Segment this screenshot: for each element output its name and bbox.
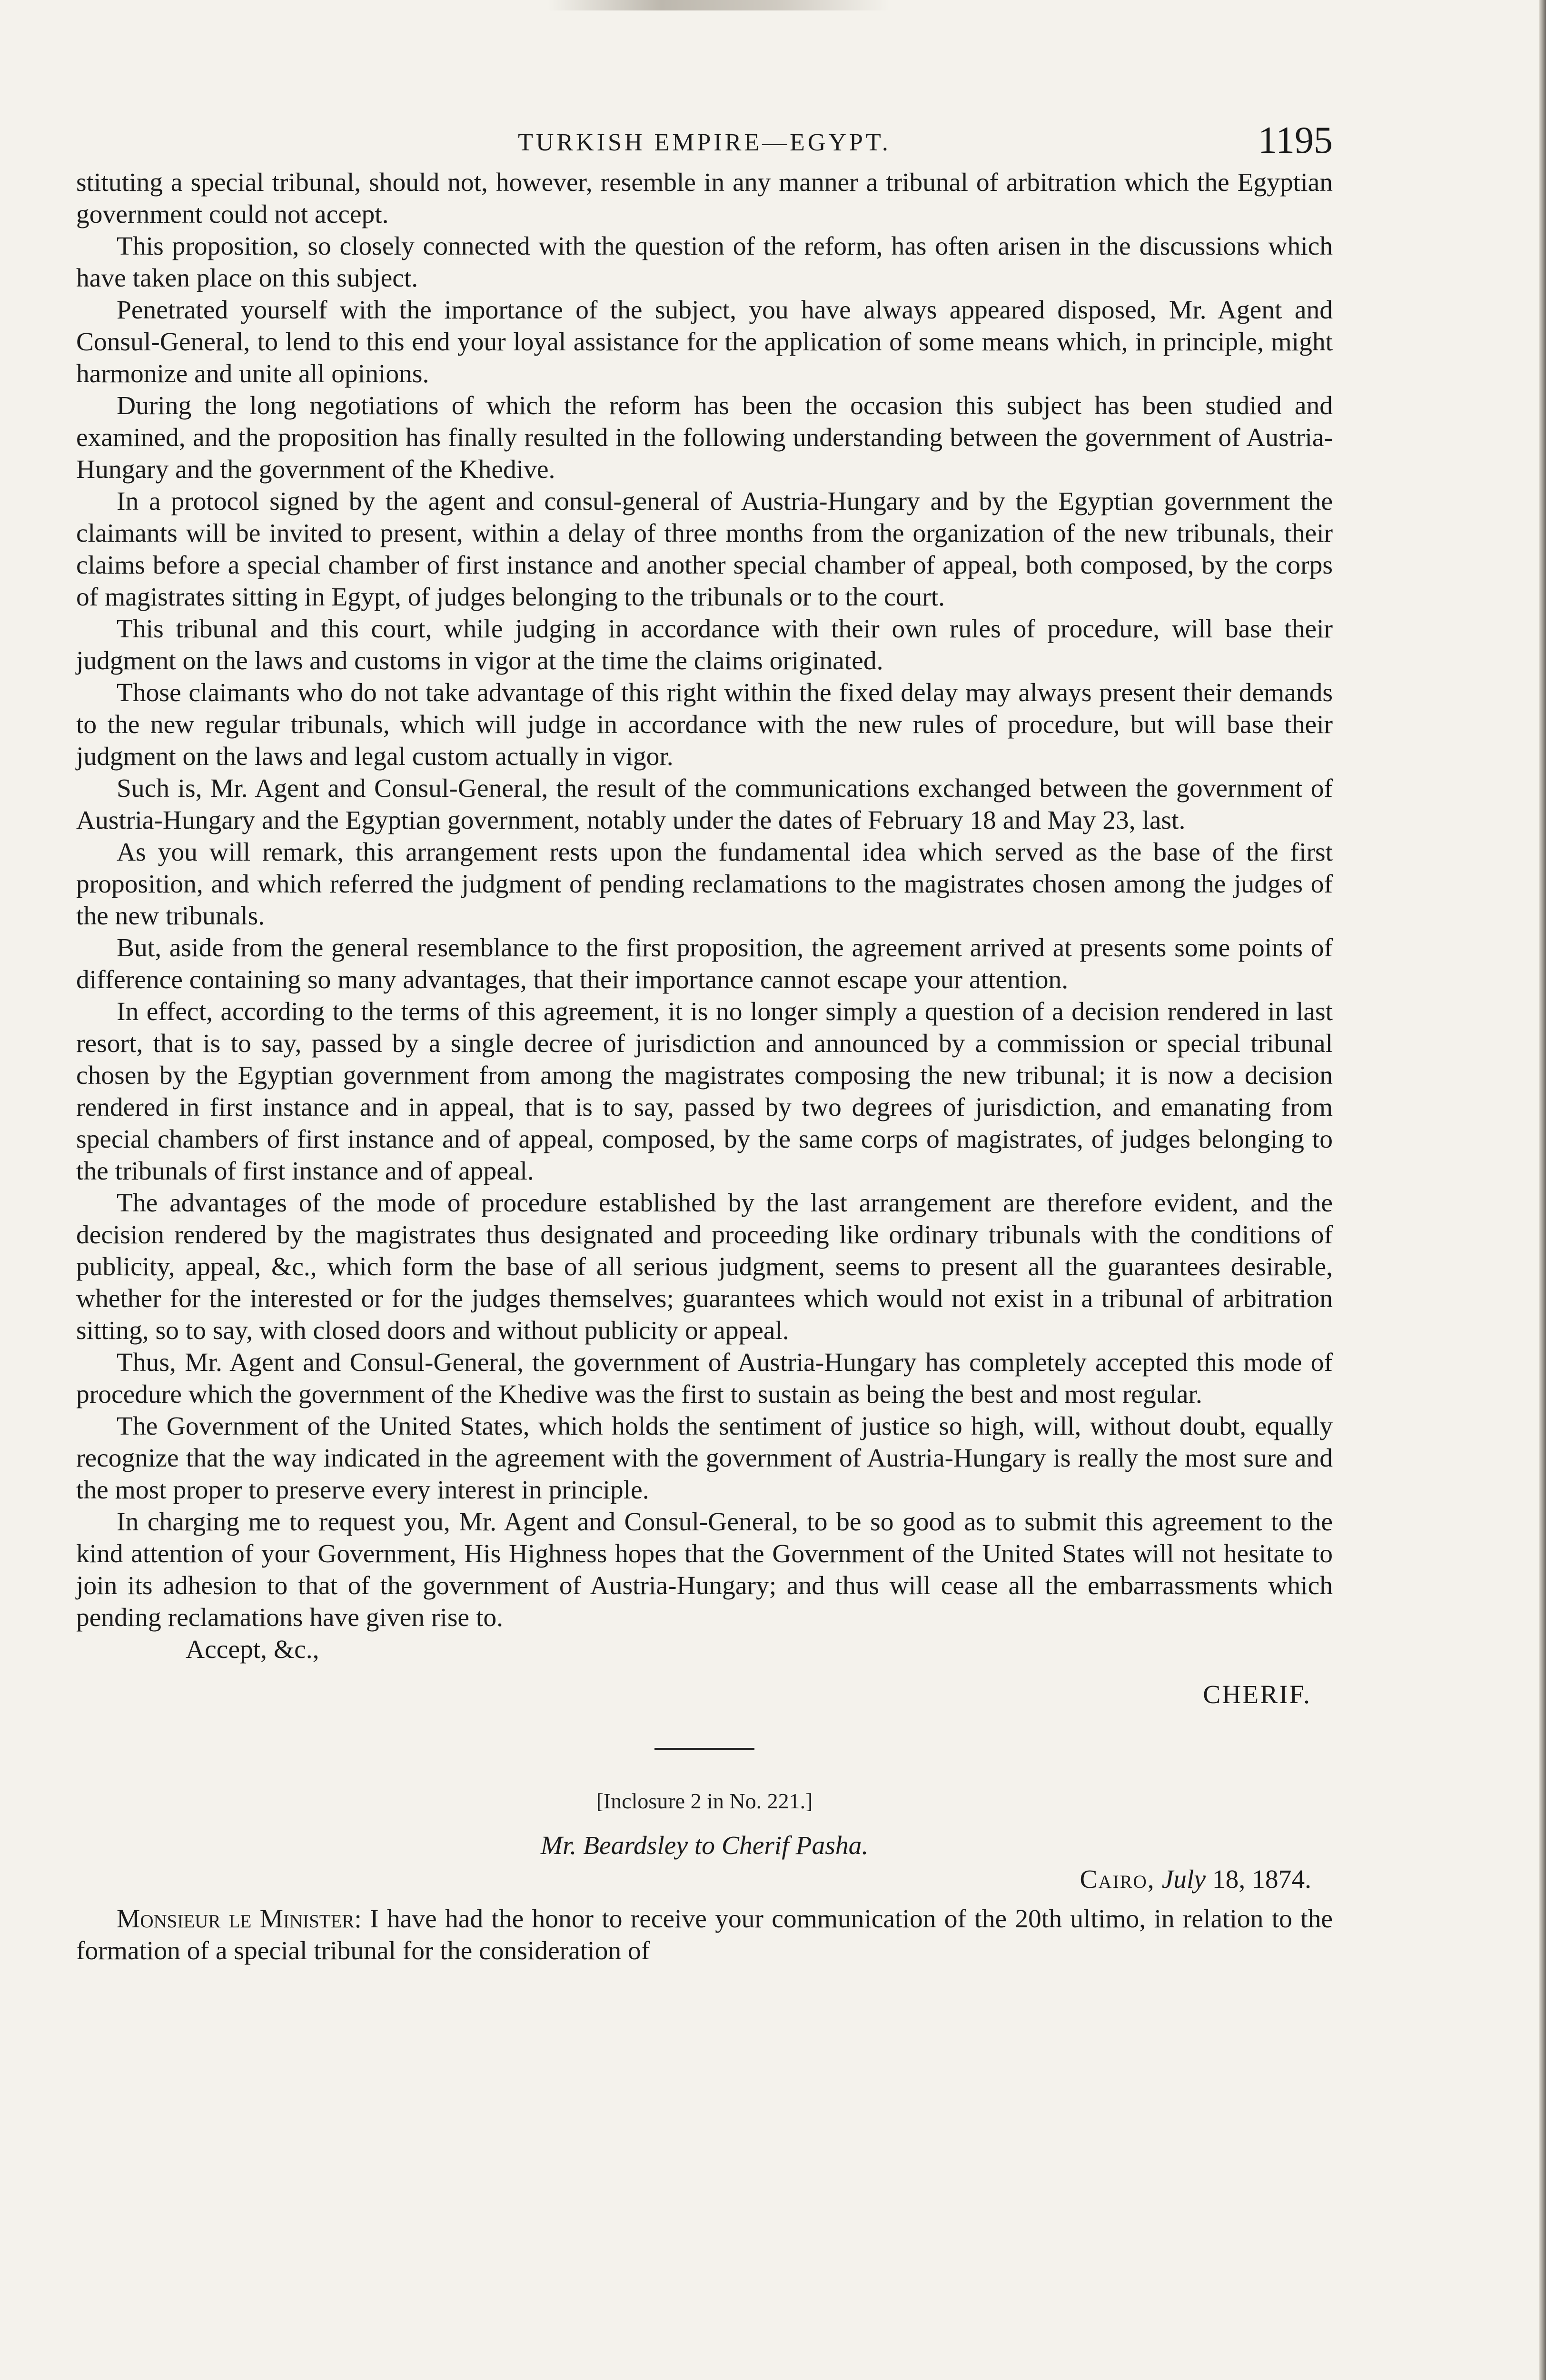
dateline-day-year: 18, 1874. (1212, 1865, 1311, 1894)
salutation: Monsieur le Minister: (117, 1904, 362, 1934)
body-paragraph: The Government of the United States, which holds the sentiment of justice so high, will, without doubt, equally recognize that the way indicated in the agreement with the government of Austria-Hungary is really the most sure and the most proper to preserve every interest in principle. (76, 1412, 1333, 1505)
closing-block (76, 1634, 1333, 1715)
dateline-place: Cairo, (1080, 1865, 1155, 1894)
inclosure-label: [Inclosure 2 in No. 221.] (596, 1789, 813, 1813)
body-paragraph: stituting a special tribunal, should not, however, resemble in any manner a tribunal of arbitration which the Egyptian government could not accept. (76, 168, 1333, 229)
body-paragraph: In a protocol signed by the agent and consul-general of Austria-Hungary and by the Egyptian government the claimants will be invited to present, within a delay of three months from the organization of the new tribunals, their claims before a special chamber of first instance and another special chamber of appeal, both composed, by the corps of magistrates sitting in Egypt, of judges belonging to the tribunals or to the court. (76, 487, 1333, 612)
body-paragraph: In charging me to request you, Mr. Agent and Consul-General, to be so good as to submit this agreement to the kind attention of your Government, His Highness hopes that the Government of the United States will not hesitate to join its adhesion to that of the government of Austria-Hungary; and thus will cease all the embarrassments which pending reclamations have given rise to. (76, 1507, 1333, 1632)
letter-heading: Mr. Beardsley to Cherif Pasha. (540, 1831, 869, 1860)
body-paragraph: Penetrated yourself with the importance of the subject, you have always appeared disposed, Mr. Agent and Consul-General, to lend to this end your loyal assistance for the application of some means which, in principle, might harmonize and unite all opinions. (76, 296, 1333, 388)
document-page (76, 109, 1333, 1967)
running-title: TURKISH EMPIRE—EGYPT. (518, 129, 891, 156)
body-paragraph: The advantages of the mode of procedure established by the last arrangement are therefore evident, and the decision rendered by the magistrates thus designated and proceeding like ordinary tribunals with the conditions of publicity, appeal, &c., which form the base of all serious judgment, seems to present all the guarantees desirable, whether for the interested or for the judges themselves; guarantees which would not exist in a tribunal of arbitration sitting, so to say, with closed doors and without publicity or appeal. (76, 1189, 1333, 1345)
body-paragraph: But, aside from the general resemblance to the first proposition, the agreement arrived at presents some points of difference containing so many advantages, that their importance cannot escape your attention. (76, 933, 1333, 994)
running-head (76, 109, 1333, 167)
binding-edge (1539, 0, 1546, 2380)
body-paragraph: Those claimants who do not take advantage of this right within the fixed delay may always present their demands to the new regular tribunals, which will judge in accordance with the new rules of procedure, but will base their judgment on the laws and legal custom actually in vigor. (76, 678, 1333, 771)
letter-body (76, 1903, 1333, 1967)
letter-text: I have had the honor to receive your communication of the 20th ultimo, in relation to the formation of a special tribunal for the consideration of (76, 1904, 1333, 1965)
body-paragraph: Thus, Mr. Agent and Consul-General, the government of Austria-Hungary has completely accepted this mode of procedure which the government of the Khedive was the first to sustain as being the best and most regular. (76, 1348, 1333, 1409)
body-paragraph: During the long negotiations of which the reform has been the occasion this subject has been studied and examined, and the proposition has finally resulted in the following understanding between the government of Austria-Hungary and the government of the Khedive. (76, 391, 1333, 484)
body-paragraph: In effect, according to the terms of this agreement, it is no longer simply a question of a decision rendered in last resort, that is to say, passed by a single decree of jurisdiction and announced by a commission or special tribunal chosen by the Egyptian government from among the magistrates composing the new tribunal; it is now a decision rendered in first instance and in appeal, that is to say, passed by two degrees of jurisdiction, and emanating from special chambers of first instance and of appeal, composed, by the same corps of magistrates, of judges belonging to the tribunals of first instance and of appeal. (76, 997, 1333, 1186)
dateline-month: July (1161, 1865, 1206, 1894)
body-paragraph: As you will remark, this arrangement rests upon the fundamental idea which served as the base of the first proposition, and which referred the judgment of pending reclamations to the magistrates chosen among the judges of the new tribunals. (76, 838, 1333, 931)
scan-smudge (547, 0, 890, 10)
body-text (76, 167, 1333, 1634)
signature: CHERIF. (1203, 1680, 1311, 1709)
letter-paragraph (76, 1903, 1333, 1967)
page-number: 1195 (1258, 119, 1333, 161)
body-paragraph: This tribunal and this court, while judging in accordance with their own rules of procedure, will base their judgment on the laws and customs in vigor at the time the claims originated. (76, 615, 1333, 675)
body-paragraph: Such is, Mr. Agent and Consul-General, the result of the communications exchanged between the government of Austria-Hungary and the Egyptian government, notably under the dates of February 18 and May 23, last. (76, 774, 1333, 835)
body-paragraph: This proposition, so closely connected with the question of the reform, has often arisen in the discussions which have taken place on this subject. (76, 232, 1333, 293)
section-divider (654, 1748, 754, 1750)
dateline (76, 1864, 1333, 1894)
closing-accept: Accept, &c., (186, 1635, 319, 1664)
